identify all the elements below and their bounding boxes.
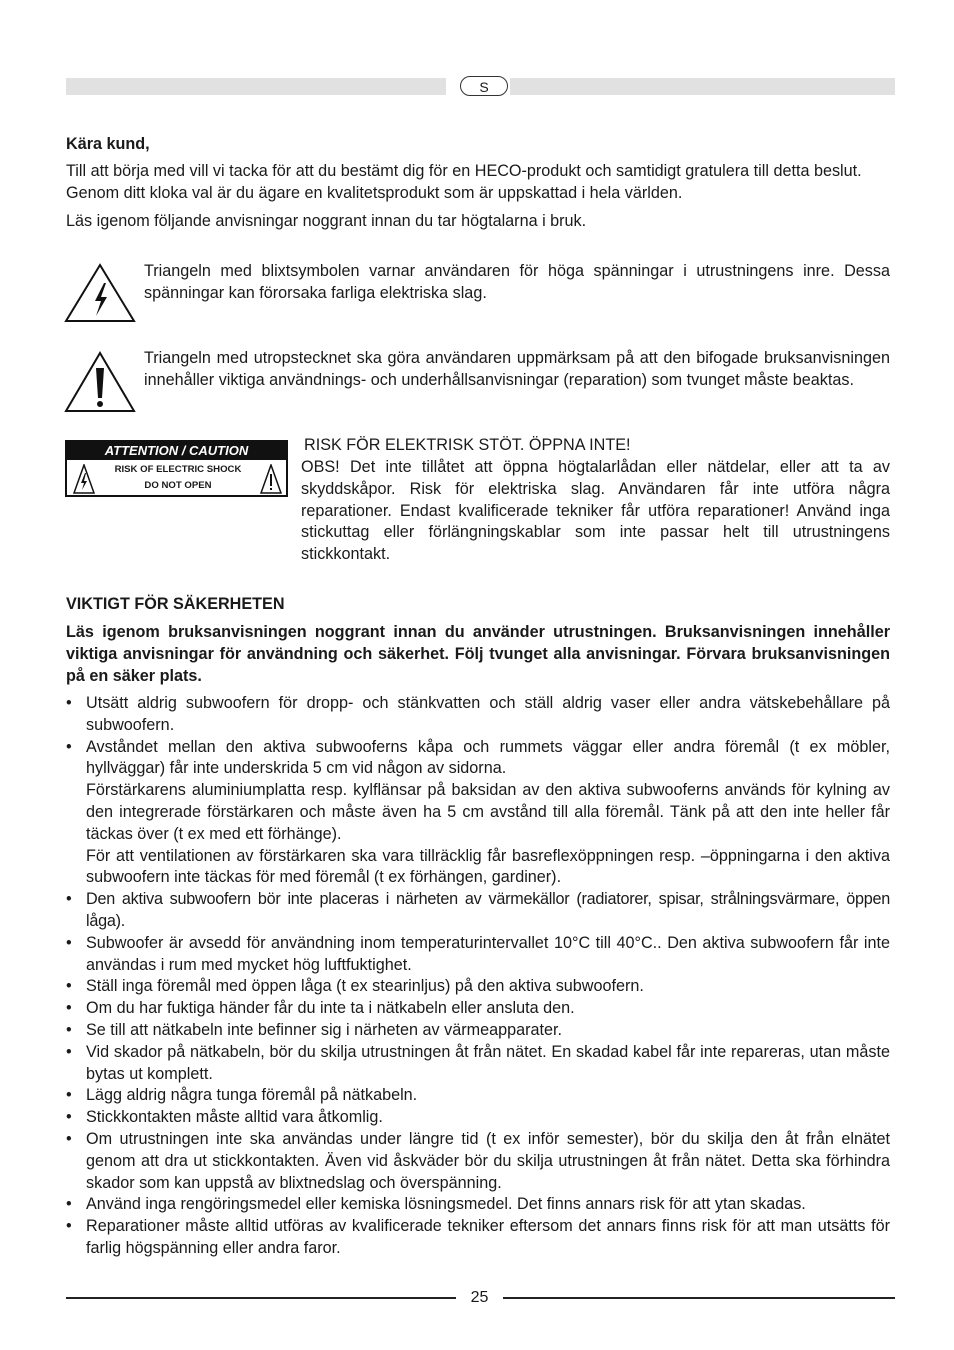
- bullet-icon: •: [66, 890, 72, 909]
- bullet-icon: •: [66, 933, 72, 952]
- language-badge: S: [460, 76, 508, 96]
- header-bar-left: [66, 78, 446, 95]
- caution-heading: RISK FÖR ELEKTRISK STÖT. ÖPPNA INTE!: [304, 436, 631, 454]
- list-item-text: Den aktiva subwoofern bör inte placeras i närheten av värmekällor (radiatorer, spisar, strålningsvärmare, öppen låga).: [86, 890, 890, 930]
- safety-lead: Läs igenom bruksanvisningen noggrant innan du använder utrustningen. Bruksanvisningen innehåller viktiga anvisningar för användning och säkerhet. Följ tvunget alla anvisningar. Förvara bruksanvisningen på en säker plats.: [66, 623, 890, 685]
- small-exclamation-triangle-icon: [260, 464, 282, 494]
- greeting: Kära kund,: [66, 135, 150, 153]
- footer-rule-left: [66, 1297, 456, 1299]
- bullet-icon: •: [66, 1086, 72, 1105]
- page-number: 25: [470, 1289, 489, 1306]
- list-item: [66, 1194, 890, 1216]
- caution-label-title: ATTENTION / CAUTION: [67, 442, 286, 460]
- list-item: [66, 1129, 890, 1194]
- list-item-continuation: För att ventilationen av förstärkaren ska vara tillräcklig får basreflexöppningen resp. –öppningarna i den aktiva subwoofern inte täckas för med föremål (t ex förhängen, gardiner).: [86, 846, 890, 887]
- list-item: [66, 737, 890, 890]
- list-item: [66, 1020, 890, 1042]
- footer-rule-right: [503, 1297, 895, 1299]
- caution-body: OBS! Det inte tillåtet att öppna högtalarlådan eller nätdelar, eller att ta av skyddskåpor. Risk för elektriska slag. Användaren får inte utföra några reparationer. Endast kvalificerade tekniker får utföra reparationer! Använd inga stickuttag eller förlängningskablar som inte passar helt till utrustningens stickkontakt.: [301, 458, 890, 564]
- caution-label-line1: RISK OF ELECTRIC SHOCK: [114, 464, 242, 475]
- list-item-text: Vid skador på nätkabeln, bör du skilja utrustningen åt från nätet. En skadad kabel får inte repareras, utan måste bytas ut komplett.: [86, 1042, 890, 1083]
- bullet-icon: •: [66, 1108, 72, 1127]
- small-lightning-triangle-icon: [73, 464, 95, 494]
- intro-thanks: Till att börja med vill vi tacka för att du bestämt dig för en HECO-produkt och samtidigt gratulera till detta beslut. Genom ditt kloka val är du ägare en kvalitetsprodukt som är uppskattad i hela världen.: [66, 162, 862, 202]
- safety-heading: VIKTIGT FÖR SÄKERHETEN: [66, 595, 285, 613]
- list-item-text: Reparationer måste alltid utföras av kvalificerade tekniker eftersom det annars finns risk för att man utsätts för farlig högspänning eller andra faror.: [86, 1217, 890, 1257]
- bullet-icon: •: [66, 1217, 72, 1236]
- bullet-icon: •: [66, 1042, 72, 1061]
- bullet-icon: •: [66, 1129, 72, 1148]
- caution-label: [65, 440, 288, 497]
- list-item: [66, 998, 890, 1020]
- list-item: [66, 1085, 890, 1107]
- list-item-continuation: Förstärkarens aluminiumplatta resp. kylflänsar på baksidan av den aktiva subwooferns används för kylning av den integrerade förstärkaren och måste även ha 5 cm avstånd till alla föremål. Tänk på att den inte heller får täckas över (t ex med ett förhänge).: [86, 781, 890, 843]
- caution-label-line2: DO NOT OPEN: [144, 480, 212, 491]
- warning-lightning-text: Triangeln med blixtsymbolen varnar användaren för höga spänningar i utrustningens inre. Dessa spänningar kan förorsaka farliga elektriska slag.: [144, 262, 890, 302]
- bullet-icon: •: [66, 694, 72, 712]
- header-bar-right: [510, 78, 895, 95]
- bullet-icon: •: [66, 977, 72, 996]
- list-item: [66, 933, 890, 977]
- bullet-icon: •: [66, 999, 72, 1018]
- list-item-text: Lägg aldrig några tunga föremål på nätkabeln.: [86, 1086, 418, 1105]
- list-item-text: Använd inga rengöringsmedel eller kemiska lösningsmedel. Det finns annars risk för att ytan skadas.: [86, 1195, 806, 1214]
- list-item: [66, 976, 890, 998]
- list-item-text: Stickkontakten måste alltid vara åtkomlig.: [86, 1108, 383, 1127]
- warning-exclamation-text: Triangeln med utropstecknet ska göra användaren uppmärksam på att den bifogade bruksanvisningen innehåller viktiga användnings- och underhållsanvisningar (reparation) som tvunget måste beaktas.: [144, 349, 890, 389]
- list-item: [66, 1216, 890, 1260]
- lightning-triangle-icon: [64, 262, 136, 324]
- bullet-icon: •: [66, 1020, 72, 1039]
- bullet-icon: •: [66, 1195, 72, 1214]
- list-item: [66, 1042, 890, 1086]
- list-item: [66, 889, 890, 933]
- list-item-text: Se till att nätkabeln inte befinner sig i närheten av värmeapparater.: [86, 1020, 563, 1039]
- intro-read-first: Läs igenom följande anvisningar noggrant innan du tar högtalarna i bruk.: [66, 212, 587, 230]
- list-item-text: Om du har fuktiga händer får du inte ta i nätkabeln eller ansluta den.: [86, 999, 575, 1018]
- list-item-text: Utsätt aldrig subwoofern för dropp- och stänkvatten och ställ aldrig vaser eller andra vätskebehållare på subwoofern.: [86, 694, 890, 734]
- list-item-text: Subwoofer är avsedd för användning inom temperaturintervallet 10°C till 40°C.. Den aktiva subwoofern får inte användas i rum med mycket hög luftfuktighet.: [86, 933, 890, 974]
- list-item-text: Ställ inga föremål med öppen låga (t ex stearinljus) på den aktiva subwoofern.: [86, 977, 644, 996]
- list-item-text: Avståndet mellan den aktiva subwooferns kåpa och rummets väggar eller andra föremål (t ex möbler, hyllväggar) får inte underskrida 5 cm vid någon av sidorna.: [86, 737, 890, 778]
- safety-list: [66, 693, 890, 1260]
- list-item-text: Om utrustningen inte ska användas under längre tid (t ex inför semester), bör du skilja den åt från elnätet genom att dra ut stickkontakten. Även vid åskväder bör du skilja utrustningen åt från nätet. Detta ska förhindra skador som kan uppstå av blixtnedslag och överspänning.: [86, 1129, 890, 1192]
- bullet-icon: •: [66, 737, 72, 756]
- list-item: [66, 693, 890, 737]
- exclamation-triangle-icon: [64, 350, 136, 414]
- list-item: [66, 1107, 890, 1129]
